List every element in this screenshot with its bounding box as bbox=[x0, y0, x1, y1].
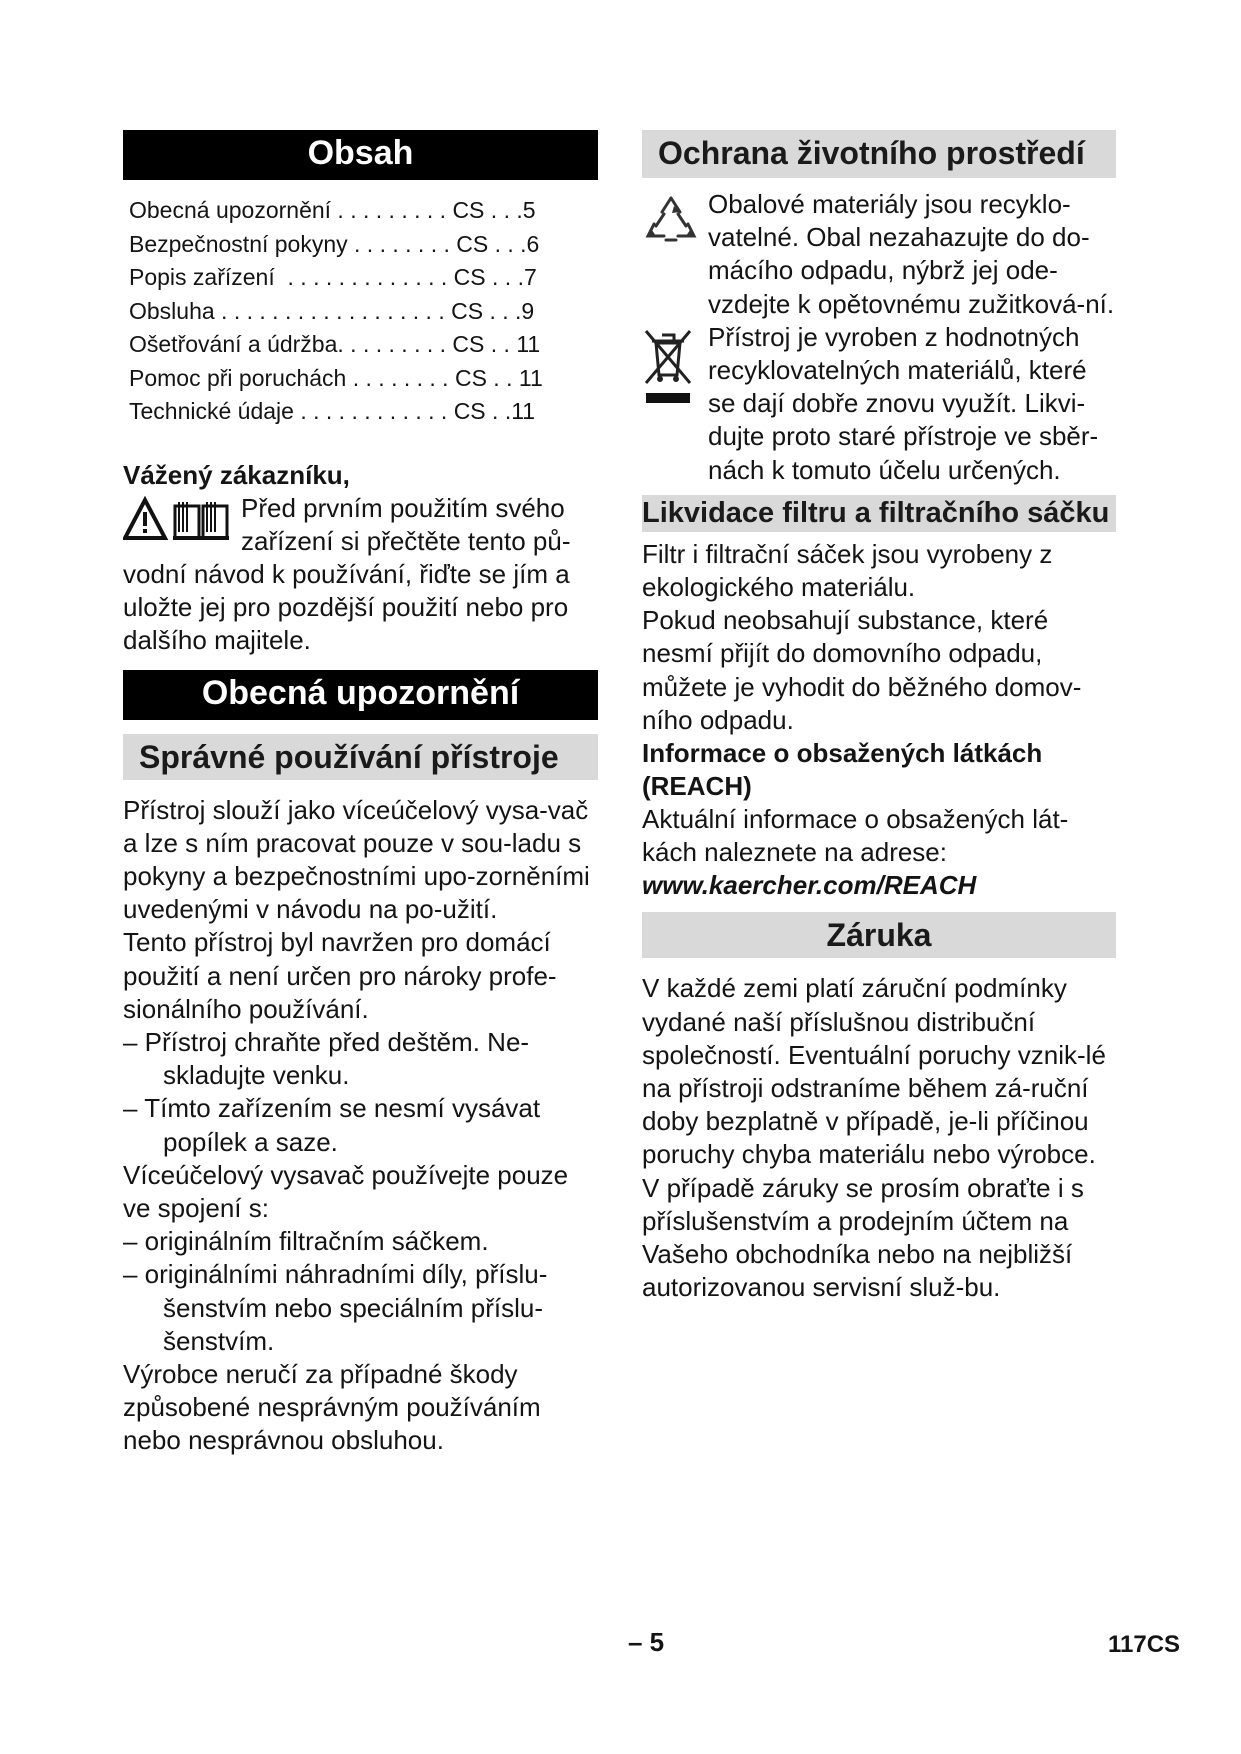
use-paragraph-1: Přístroj slouží jako víceúčelový vysa-vač a lze s ním pracovat pouze v sou-ladu s pokyny a bezpečnostními upo-zorněními uvedenými v návodu na po-užití. bbox=[123, 794, 590, 925]
toc-entry[interactable]: Popis zařízení . . . . . . . . . . . . . CS . . .7 bbox=[129, 264, 537, 290]
table-of-contents bbox=[129, 194, 598, 429]
intro-line-1: Před prvním použitím svého bbox=[241, 492, 565, 523]
toc-title: Obsah bbox=[123, 130, 598, 180]
toc-entry[interactable]: Bezpečnostní pokyny . . . . . . . . CS . . .6 bbox=[129, 230, 540, 257]
toc-entry[interactable]: Obsluha . . . . . . . . . . . . . . . . . . CS . . .9 bbox=[129, 297, 535, 324]
env-paragraph-1: Obalové materiály jsou recyklo-vatelné. Obal nezahazujte do do-mácího odpadu, nýbrž jej ode-vzdejte k opětovnému zužitková-ní. bbox=[708, 189, 1115, 319]
filter-paragraph-1: Filtr i filtrační sáček jsou vyrobeny z ekologického materiálu. bbox=[642, 538, 1053, 603]
crossed-bin-icon bbox=[642, 327, 694, 405]
page-number: – 5 bbox=[628, 1627, 665, 1657]
recycle-icon bbox=[644, 194, 698, 246]
intro-text: vodní návod k používání, řiďte se jím a uložte jej pro pozdější použití nebo pro dalšího majitele. bbox=[123, 558, 570, 656]
filter-heading: Likvidace filtru a filtračního sáčku bbox=[642, 495, 1116, 532]
list-item: – originálními náhradními díly, příslu-šenstvím nebo speciálním příslu-šenstvím. bbox=[123, 1259, 548, 1356]
toc-entry[interactable]: Technické údaje . . . . . . . . . . . . CS . .11 bbox=[129, 398, 536, 424]
page-code: 117CS bbox=[1108, 1631, 1181, 1658]
right-column bbox=[642, 130, 1116, 1304]
list-item: – Tímto zařízením se nesmí vysávat popílek a saze. bbox=[123, 1093, 541, 1157]
environment-heading: Ochrana životního prostředí bbox=[642, 130, 1116, 178]
reach-paragraph: Aktuální informace o obsažených lát-kách naleznete na adrese: bbox=[642, 804, 1069, 868]
intro-line-2: zařízení si přečtěte tento pů- bbox=[241, 525, 571, 556]
reach-link[interactable]: www.kaercher.com/REACH bbox=[642, 870, 977, 901]
filter-paragraph-2: Pokud neobsahují substance, které nesmí přijít do domovního odpadu, můžete je vyhodit do běžného domov-ního odpadu. bbox=[642, 605, 1082, 735]
greeting: Vážený zákazníku, bbox=[123, 459, 350, 490]
warranty-paragraph: V každé zemi platí záruční podmínky vydané naší příslušnou distribuční společností. Eventuální poruchy vznik-lé na přístroji odstraníme během zá-ruční doby bezplatně v případě, je-li příčinou poruchy chyba materiálu nebo výrobce. V případě záruky se prosím obraťte i s příslušenstvím a prodejním účtem na Vašeho obchodníka nebo na nejbližší autorizovanou servisní služ-bu. bbox=[642, 973, 1106, 1303]
env-paragraph-2: Přístroj je vyroben z hodnotných recyklovatelných materiálů, které se dají dobře znovu využít. Likvi-dujte proto staré přístroje ve sběr-nách k tomuto účelu určených. bbox=[708, 321, 1099, 485]
list-item: – Přístroj chraňte před deštěm. Ne-skladujte venku. bbox=[123, 1026, 530, 1091]
list-item: – originálním filtračním sáčkem. bbox=[123, 1226, 489, 1257]
reach-heading: Informace o obsažených látkách (REACH) bbox=[642, 738, 1043, 802]
use-paragraph-4: Výrobce neručí za případné škody způsobené nesprávným používáním nebo nesprávnou obsluhou. bbox=[123, 1358, 541, 1456]
intro-block bbox=[123, 492, 598, 658]
toc-entry[interactable]: Ošetřování a údržba. . . . . . . . . CS . . 11 bbox=[129, 331, 541, 357]
left-column bbox=[123, 130, 598, 1458]
toc-entry[interactable]: Pomoc při poruchách . . . . . . . . CS . . 11 bbox=[129, 364, 543, 391]
toc-entry[interactable]: Obecná upozornění . . . . . . . . . CS . . .5 bbox=[129, 197, 536, 223]
use-paragraph-3: Víceúčelový vysavač používejte pouze ve spojení s: bbox=[123, 1159, 569, 1223]
subsection-use-heading: Správné používání přístroje bbox=[123, 734, 598, 780]
warranty-heading: Záruka bbox=[642, 912, 1116, 958]
section-general-heading: Obecná upozornění bbox=[123, 670, 598, 720]
recycling-block bbox=[642, 188, 1116, 321]
warning-manual-icon bbox=[123, 496, 231, 542]
use-paragraph-2: Tento přístroj byl navržen pro domácí použití a není určen pro nároky profe-sionálního používání. bbox=[123, 927, 557, 1024]
weee-block bbox=[642, 321, 1116, 487]
